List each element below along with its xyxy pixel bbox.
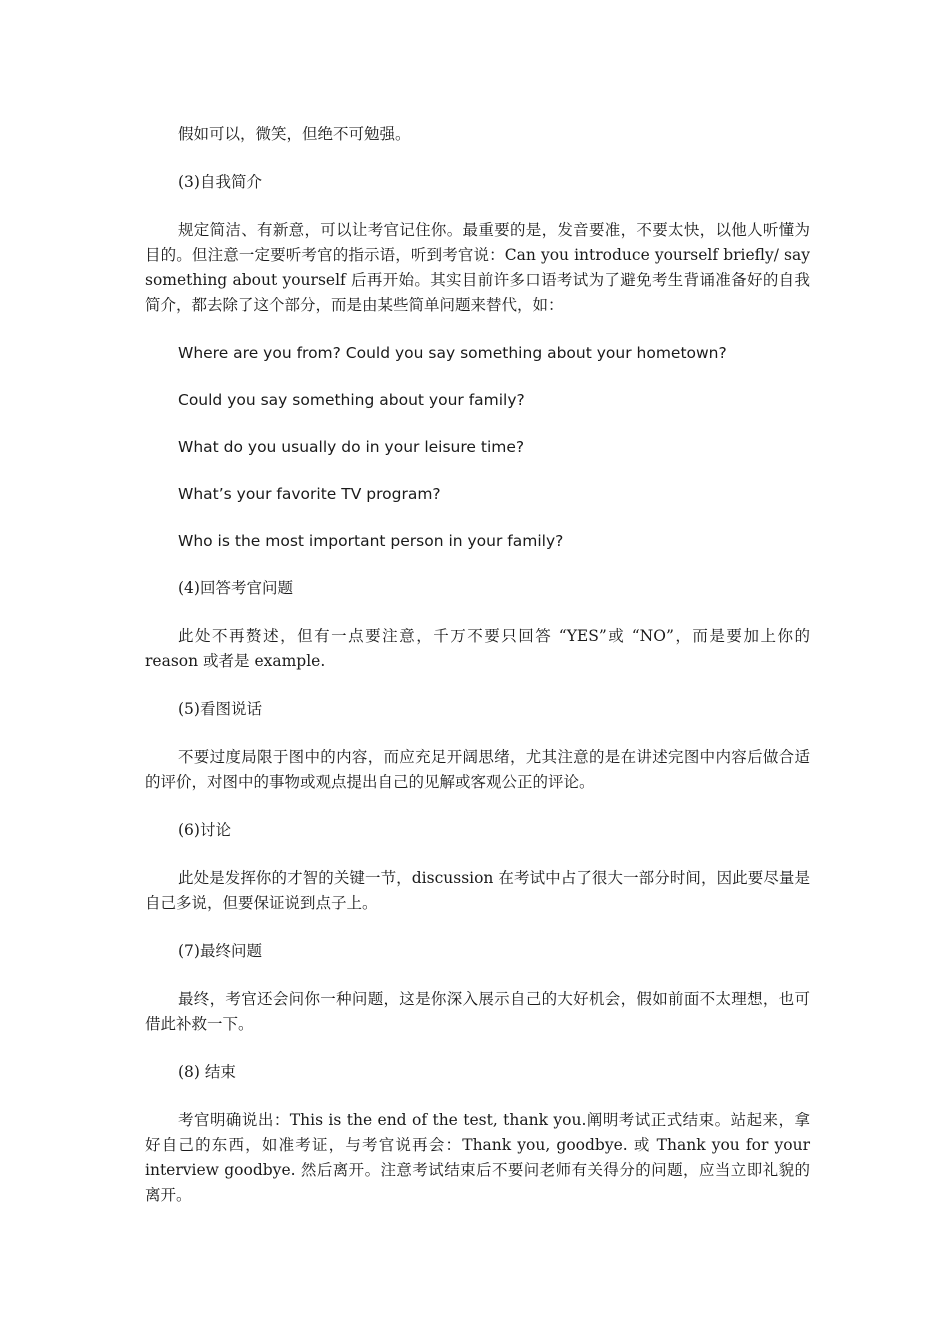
section-8-body: 考官明确说出：This is the end of the test, thank you.阐明考试正式结束。站起来，拿好自己的东西，如准考证，与考官说再会：Thank you, goodbye. 或 Thank you for your interview goodbye. 然后离开。注意考试结束后不要问老师有关得分的问题，应当立即礼貌的离开。	[145, 1111, 810, 1204]
question-item: What do you usually do in your leisure time?	[178, 438, 525, 456]
section-8-heading: (8) 结束	[178, 1063, 236, 1081]
section-4-body: 此处不再赘述，但有一点要注意，千万不要只回答 “YES”或 “NO”，而是要加上你的 reason 或者是 example.	[145, 627, 810, 670]
section-5-body: 不要过度局限于图中的内容，而应充足开阔思绪，尤其注意的是在讲述完图中内容后做合适的评价，对图中的事物或观点提出自己的见解或客观公正的评论。	[145, 748, 810, 791]
question-item: Who is the most important person in your family?	[178, 532, 564, 550]
question-item: What’s your favorite TV program?	[178, 485, 441, 503]
smile-paragraph: 假如可以，微笑，但绝不可勉强。	[178, 125, 411, 143]
section-5-heading: (5)看图说话	[178, 700, 262, 718]
question-item: Could you say something about your family?	[178, 391, 525, 409]
question-item: Where are you from? Could you say something about your hometown?	[178, 344, 727, 362]
section-3-heading: (3)自我简介	[178, 173, 262, 191]
section-4-heading: (4)回答考官问题	[178, 579, 293, 597]
section-6-body: 此处是发挥你的才智的关键一节，discussion 在考试中占了很大一部分时间，因此要尽量是自己多说，但要保证说到点子上。	[145, 869, 810, 912]
section-7-body: 最终，考官还会问你一种问题，这是你深入展示自己的大好机会，假如前面不太理想，也可借此补救一下。	[145, 990, 810, 1033]
section-7-heading: (7)最终问题	[178, 942, 262, 960]
document-page	[145, 122, 810, 1231]
section-6-heading: (6)讨论	[178, 821, 231, 839]
section-3-body: 规定简洁、有新意，可以让考官记住你。最重要的是，发音要准，不要太快，以他人听懂为目的。但注意一定要听考官的指示语，听到考官说：Can you introduce yourself briefly/ say something about yourself 后再开始。其实目前许多口语考试为了避免考生背诵准备好的自我简介，都去除了这个部分，而是由某些简单问题来替代，如：	[145, 221, 810, 314]
